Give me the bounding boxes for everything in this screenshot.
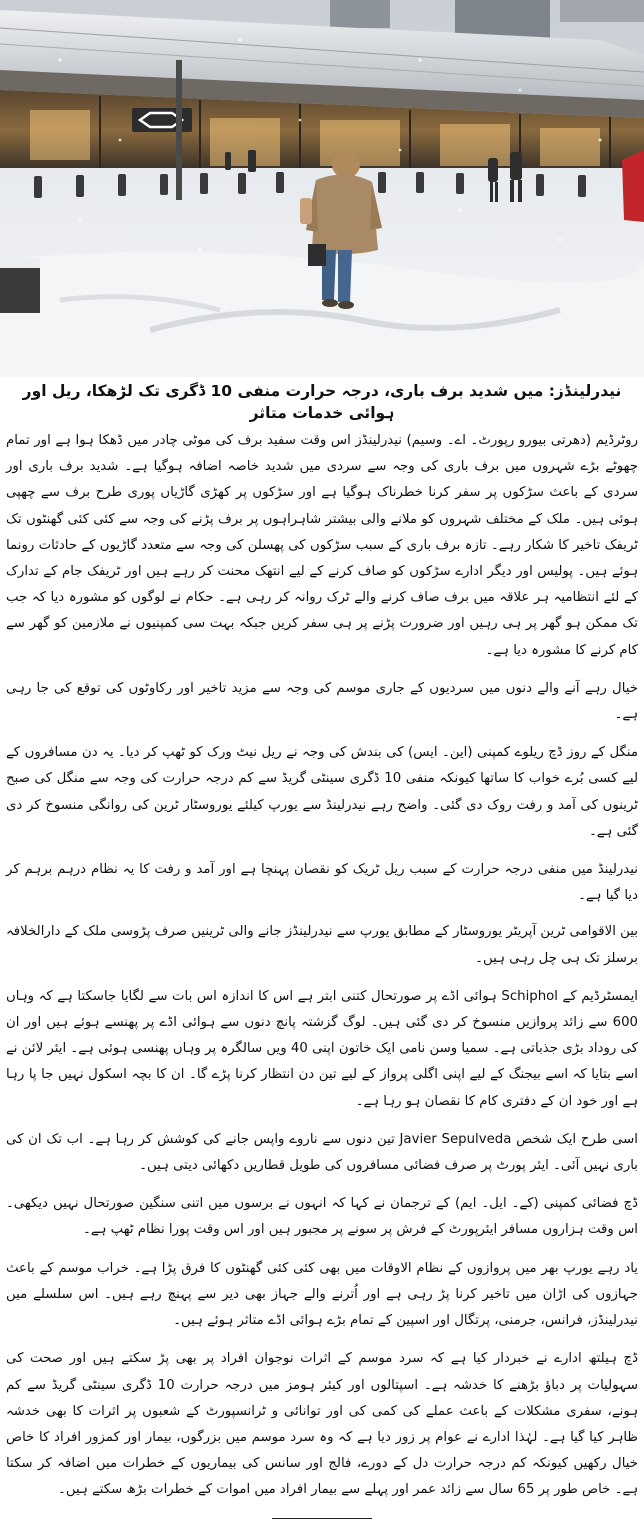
ns-logo-sign	[132, 108, 192, 132]
paragraph-snowfall: روٹرڈیم (دھرتی بیورو رپورٹ۔ اے۔ وسیم) نیدرلینڈز اس وقت سفید برف کی موٹی چادر میں ڈھکا ہوا ہے اور تمام چھوٹے بڑے شہروں میں برف باری کی وجہ سے سردی میں شدید خاصہ اضافہ ہوگیا ہے۔ شدید برف باری اور سردی کے باعث سڑکوں پر سفر کرنا خطرناک ہوگیا ہے اور سڑکوں پر کھڑی گاڑیاں پوری طرح برف سے چھپی ہوئی ہیں۔ ملک کے مختلف شہروں کو ملانے والی بیشتر شاہراہوں پر برف پڑنے کی وجہ سے کئی کئی گھنٹوں تک ٹریفک تاخیر کا شکار رہے۔ تازہ برف باری کے سبب سڑکوں کی پھسلن کی وجہ سے متعدد گاڑیوں کے حادثات رونما ہوئے ہیں۔ پولیس اور دیگر ادارے سڑکوں کو صاف کرنے کے لیے انتھک محنت کر رہے ہیں اور ٹریفک جام کے تدارک کے لئے انتظامیہ ہر علاقہ میں برف صاف کرنے والے ٹرک روانہ کر رہی ہے۔ حکام نے لوگوں کو مشورہ دیا کہ جب تک ممکن ہو گھر پر ہی رہیں اور ضرورت پڑنے پر ہی سفر کریں جبکہ بہت سی کمپنیوں نے ملازمین کو گھر سے کام کرنے کا مشورہ دیا ہے۔	[6, 433, 638, 658]
paragraph-schiphol: ایمسٹرڈیم کے Schiphol ہوائی اڈے پر صورتحال کتنی ابتر ہے اس کا اندازہ اس بات سے لگایا جاسکتا ہے کہ وہاں 600 سے زائد پروازیں منسوخ کر دی گئی ہیں۔ لوگ گزشتہ پانچ دنوں سے ہوائی اڈے پر پھنسے ہوئے ہیں اور ان کی روداد بڑی جذباتی ہے۔ سمیا وسن نامی ایک خاتون اپنی 40 ویں سالگرہ پر وہاں پھنسی ہوئی ہے۔ ایئر لائن نے اسے بتایا کہ اسے بیجنگ کے لیے اپنی اگلی پرواز کے لیے تین دن انتظار کرنا پڑے گا۔ ان کا بچہ اسکول نہیں جا پا رہا ہے اور خود ان کے دفتری کام کا نقصان ہو رہا ہے۔	[6, 988, 638, 1109]
paragraph-eurostar: بین الاقوامی ٹرین آپریٹر یوروسٹار کے مطابق یورپ سے نیدرلینڈز جانے والی ٹرینیں صرف پڑوسی ملک کے دارالخلافہ برسلز تک ہی چل رہی ہیں۔	[6, 924, 638, 966]
paragraph-track-damage: نیدرلینڈ میں منفی درجہ حرارت کے سبب ریل ٹریک کو نقصان پہنچا ہے اور آمد و رفت کا یہ نظام درہم برہم کر دیا گیا ہے۔	[6, 862, 638, 904]
snow-scene-image	[0, 0, 644, 377]
paragraph-rail: منگل کے روز ڈچ ریلوے کمپنی (این۔ ایس) کی بندش کی وجہ نے ریل نیٹ ورک کو ٹھپ کر دیا۔ یہ دن مسافروں کے لیے کسی بُرے خواب کا ساتھا کیونکہ منفی 10 ڈگری سینٹی گریڈ سے کم درجہ حرارت کی وجہ سے منگل کی صبح ٹرینوں کی آمد و رفت روک دی گئی۔ واضح رہے نیدرلینڈ سے یورپ کیلئے یوروسٹار ٹرین کی روانگی منسوخ کر دی گئی ہے۔	[6, 745, 638, 839]
paragraph-klm: ڈچ فضائی کمپنی (کے۔ ایل۔ ایم) کے ترجمان نے کہا کہ انہوں نے برسوں میں اتنی سنگین صورتحال نہیں دیکھی۔ اس وقت ہزاروں مسافر ایئرپورٹ کے فرش پر سونے پر مجبور ہیں اور اس وقت پورا نظام ٹھپ ہے۔	[6, 1196, 638, 1238]
end-divider	[272, 1518, 372, 1519]
paragraph-outlook: خیال رہے آنے والے دنوں میں سردیوں کے جاری موسم کی وجہ سے مزید تاخیر اور رکاوٹوں کی توقع کی جا رہی ہے۔	[6, 680, 638, 723]
hero-photo	[0, 0, 644, 377]
article-body	[0, 380, 644, 1519]
paragraph-health: ڈچ ہیلتھ ادارے نے خبردار کیا ہے کہ سرد موسم کے اثرات نوجوان افراد پر بھی پڑ سکتے ہیں اور صحت کی سہولیات پر دباؤ بڑھنے کا خدشہ ہے۔ اسپتالوں اور کیئر ہومز میں درجہ حرارت 10 ڈگری سینٹی گریڈ سے کم ہونے، سفری مشکلات کے باعث عملے کی کمی کی اور توانائی و ٹرانسپورٹ کے شعبوں پر اثرات کا بھی خدشہ ظاہر کیا گیا ہے۔ لہٰذا ادارے نے عوام پر زور دیا ہے کہ وہ سرد موسم میں بزرگوں، بیمار اور کمزور افراد کا خاص خیال رکھیں کیونکہ کم درجہ حرارت دل کے دورے، فالج اور سانس کی بیماریوں کے خطرات میں اضافہ کر سکتا ہے۔ خاص طور پر 65 سال سے زائد عمر اور پہلے سے بیمار افراد میں اموات کے خطرات بڑھ سکتے ہیں۔	[6, 1351, 638, 1498]
article-headline: نیدرلینڈز: میں شدید برف باری، درجہ حرارت منفی 10 ڈگری تک لڑھکا، ریل اور ہوائی خدمات متاثر	[22, 382, 622, 422]
paragraph-europe-flights: یاد رہے یورپ بھر میں پروازوں کے نظام الاوقات میں بھی کئی کئی گھنٹوں کا فرق پڑا ہے۔ خراب موسم کے باعث جہازوں کی اڑان میں تاخیر کرنا پڑ رہی ہے اور اُترنے والے جہاز بھی دیر سے پہنچ رہے ہیں۔ اس سلسلے میں نیدرلینڈز، فرانس، جرمنی، پرتگال اور اسپین کے تمام بڑے ہوائی اڈے متاثر ہوئے ہیں۔	[6, 1260, 638, 1329]
paragraph-javier: اسی طرح ایک شخص Javier Sepulveda تین دنوں سے ناروے واپس جانے کی کوشش کر رہا ہے۔ اب تک ان کی باری نہیں آئی۔ ایئر پورٹ پر صرف فضائی مسافروں کی طویل قطاریں دکھائی دیتی ہیں۔	[6, 1131, 638, 1174]
